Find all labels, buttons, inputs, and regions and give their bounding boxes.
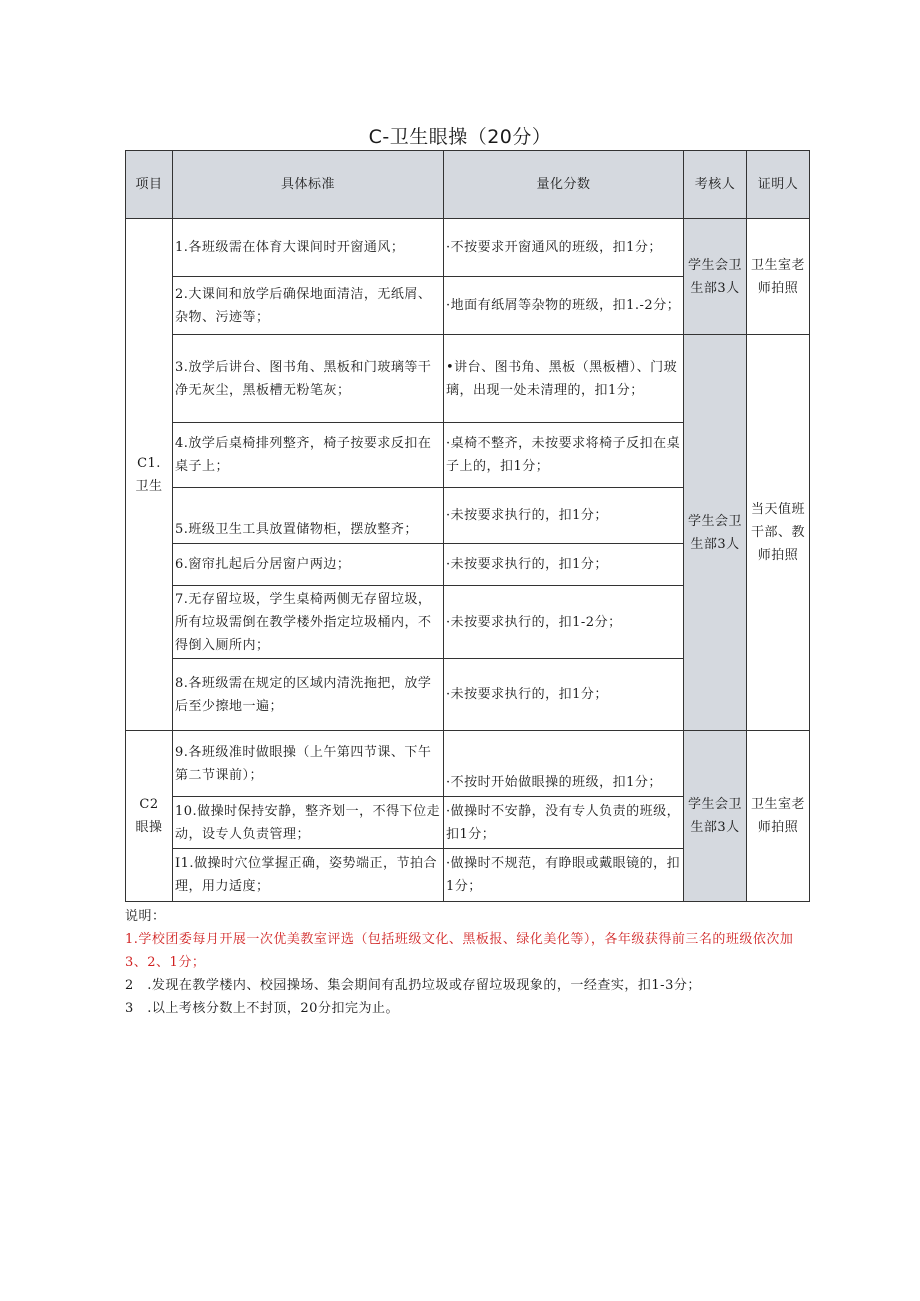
score-cell: ·未按要求执行的，扣1分； [444,544,684,586]
score-cell: ·未按要求执行的，扣1分； [444,488,684,544]
criteria-cell: 2.大课间和放学后确保地面清洁，无纸屑、杂物、污迹等； [173,277,444,335]
assessor-cell: 学生会卫生部3人 [684,219,747,335]
notes-label: 说明： [125,909,166,924]
note-item: 1.学校团委每月开展一次优美教室评选（包括班级文化、黑板报、绿化美化等），各年级获得前三名的班级依次加3、2、1分； [125,932,794,970]
criteria-cell: I1.做操时穴位掌握正确，姿势端正，节拍合理，用力适度； [173,849,444,902]
criteria-cell: 9.各班级准时做眼操（上午第四节课、下午第二节课前）； [173,731,444,797]
assessment-table [125,150,810,902]
header-item: 项目 [126,151,173,219]
note-item: 3 .以上考核分数上不封顶，20分扣完为止。 [125,1001,399,1016]
score-cell: ·做操时不安静，没有专人负责的班级，扣1分； [444,797,684,849]
score-cell: ·不按要求开窗通风的班级，扣1分； [444,219,684,277]
score-cell: ·地面有纸屑等杂物的班级，扣1.-2分； [444,277,684,335]
assessor-cell: 学生会卫生部3人 [684,731,747,902]
criteria-cell: 7.无存留垃圾，学生桌椅两侧无存留垃圾，所有垃圾需倒在教学楼外指定垃圾桶内，不得倒入厕所内； [173,586,444,659]
header-witness: 证明人 [747,151,810,219]
criteria-cell: 4.放学后桌椅排列整齐，椅子按要求反扣在桌子上； [173,423,444,488]
witness-cell: 当天值班干部、教师拍照 [747,335,810,731]
score-cell: ·做操时不规范，有睁眼或戴眼镜的，扣1分； [444,849,684,902]
criteria-cell: 3.放学后讲台、图书角、黑板和门玻璃等干净无灰尘，黑板槽无粉笔灰； [173,335,444,423]
witness-cell: 卫生室老师拍照 [747,219,810,335]
criteria-cell: 8.各班级需在规定的区域内清洗拖把，放学后至少擦地一遍； [173,659,444,731]
criteria-cell: 6.窗帘扎起后分居窗户两边； [173,544,444,586]
table-row [126,219,810,277]
table-row [126,335,810,423]
criteria-cell: 1.各班级需在体育大课间时开窗通风； [173,219,444,277]
assessor-cell: 学生会卫生部3人 [684,335,747,731]
section-c1-name: C1. 卫生 [126,219,173,731]
criteria-cell: 10.做操时保持安静，整齐划一，不得下位走动，设专人负责管理； [173,797,444,849]
note-item: 2 .发现在教学楼内、校园操场、集会期间有乱扔垃圾或存留垃圾现象的，一经查实，扣1-3分； [125,978,701,993]
score-cell: ·不按时开始做眼操的班级，扣1分； [444,731,684,797]
notes-section [125,905,815,1020]
table-row [126,731,810,797]
witness-cell: 卫生室老师拍照 [747,731,810,902]
criteria-cell: 5.班级卫生工具放置储物柜，摆放整齐； [173,488,444,544]
header-score: 量化分数 [444,151,684,219]
score-cell: ·桌椅不整齐，未按要求将椅子反扣在桌子上的，扣1分； [444,423,684,488]
section-c2-name: C2 眼操 [126,731,173,902]
score-cell: •讲台、图书角、黑板（黑板槽）、门玻璃，出现一处未清理的，扣1分； [444,335,684,423]
header-assessor: 考核人 [684,151,747,219]
header-criteria: 具体标准 [173,151,444,219]
score-cell: ·未按要求执行的，扣1分； [444,659,684,731]
table-header-row [126,151,810,219]
score-cell: ·未按要求执行的，扣1-2分； [444,586,684,659]
page-title: C-卫生眼操（20分） [368,126,552,148]
